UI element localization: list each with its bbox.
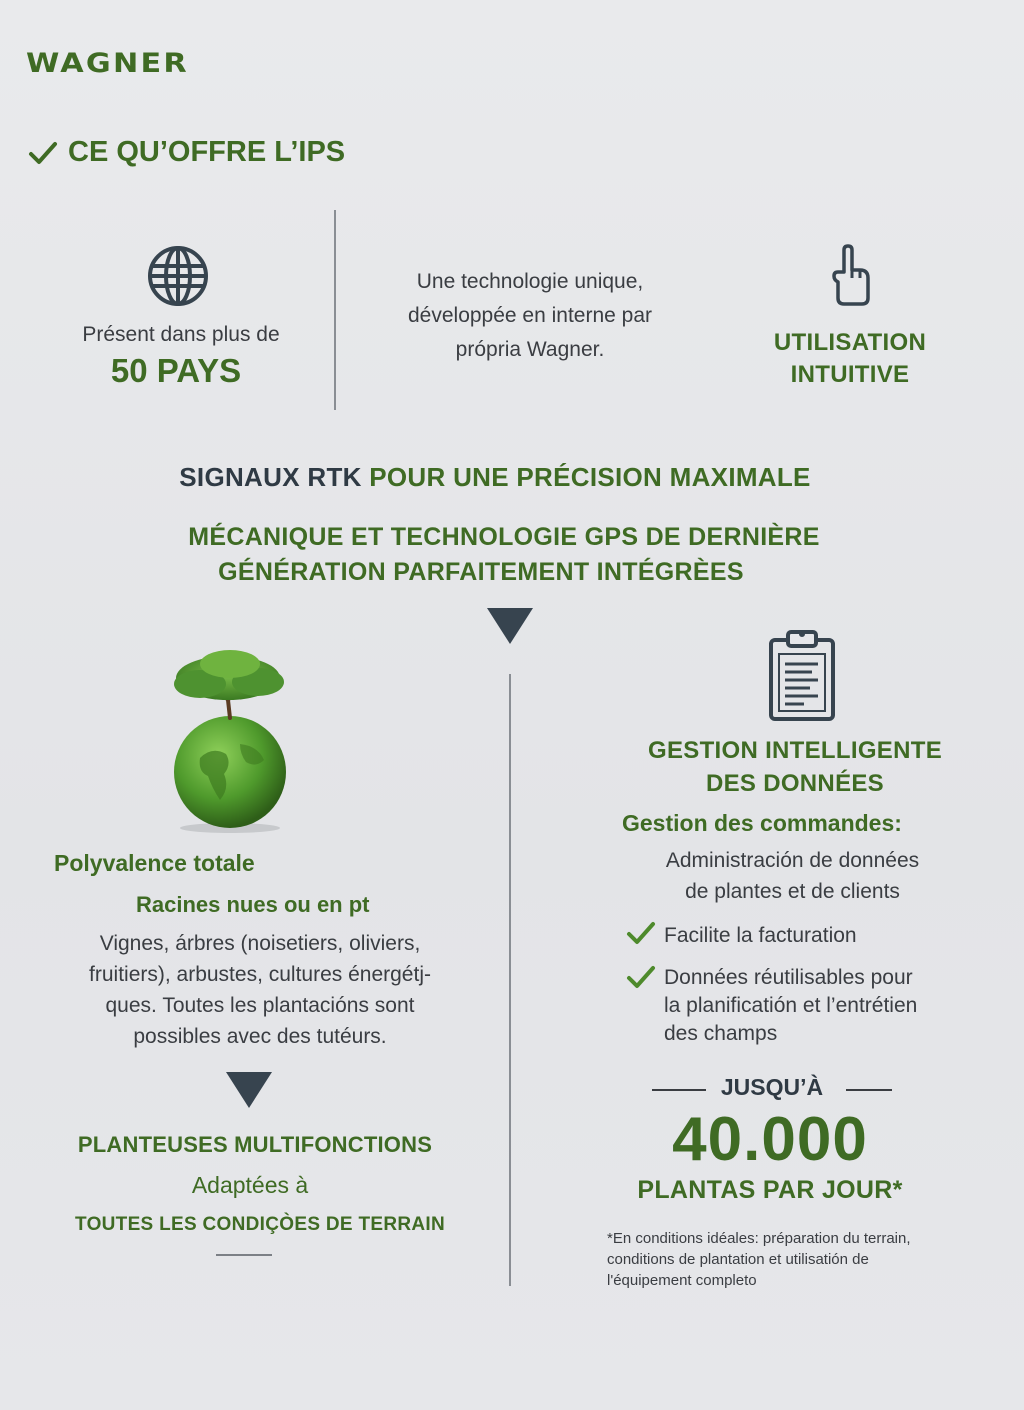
- clipboard-icon: [768, 628, 836, 722]
- divider-vertical: [334, 210, 336, 410]
- wagner-logo: WAGNER: [26, 48, 189, 79]
- globe-icon: [146, 244, 210, 308]
- orders-title: Gestion des commandes:: [622, 810, 902, 836]
- gps-heading: MÉCANIQUE ET TECHNOLOGIE GPS DE DERNIÈRE GÉNÉRATION PARFAITEMENT INTÉGRÈES: [188, 523, 820, 586]
- check-item-reusable: Données réutilisables pour la planificatión et l’entrétien des champs: [626, 964, 917, 1048]
- left-subheading: Racines nues ou en pt: [136, 892, 370, 917]
- triangle-down-icon: [226, 1072, 272, 1108]
- left-body: Vignes, árbres (noisetiers, oliviers, fruitiers), arbustes, cultures énergétj- ques. Toutes les plantacións sont possibles avec des tutéurs.: [89, 932, 431, 1048]
- check-icon: [28, 140, 58, 166]
- big-number: 40.000: [672, 1105, 868, 1174]
- section-title: CE QU’OFFRE L’IPS: [28, 136, 345, 169]
- footnote: *En conditions idéales: préparation du terrain, conditions de plantation et utilisatión de l'équipement completo: [607, 1230, 911, 1289]
- countries-text: Présent dans plus de: [82, 323, 280, 346]
- technology-text: Une technologie unique, développée en interne par própria Wagner.: [407, 270, 653, 361]
- planters-title: PLANTEUSES MULTIFONCTIONS: [77, 1132, 433, 1157]
- upto-label: JUSQU’À: [720, 1074, 824, 1100]
- planters-sub: Adaptées à: [191, 1172, 309, 1198]
- data-title: GESTION INTELLIGENTE DES DONNÉES: [647, 737, 942, 797]
- rtk-heading: SIGNAUX RTK POUR UNE PRÉCISION MAXIMALE: [179, 462, 811, 492]
- pointing-hand-icon: [830, 244, 872, 308]
- tree-globe-icon: [160, 648, 296, 834]
- left-heading: Polyvalence totale: [54, 850, 255, 876]
- check-icon: [626, 920, 656, 946]
- check-icon: [626, 964, 656, 990]
- triangle-down-icon: [487, 608, 533, 644]
- upto-rule-right: [846, 1089, 892, 1091]
- admin-text: Administración de données de plantes et de clients: [665, 849, 920, 903]
- divider-center: [509, 674, 511, 1286]
- upto-rule-left: [652, 1089, 706, 1091]
- planters-terrain: TOUTES LES CONDIÇÒES DE TERRAIN: [75, 1214, 445, 1235]
- per-day-label: PLANTAS PAR JOUR*: [637, 1176, 903, 1204]
- underline-divider: [216, 1254, 272, 1256]
- check-item-billing: Facilite la facturation: [626, 920, 857, 951]
- countries-value: 50 PAYS: [110, 352, 242, 389]
- usage-text: UTILISATION INTUITIVE: [773, 329, 927, 388]
